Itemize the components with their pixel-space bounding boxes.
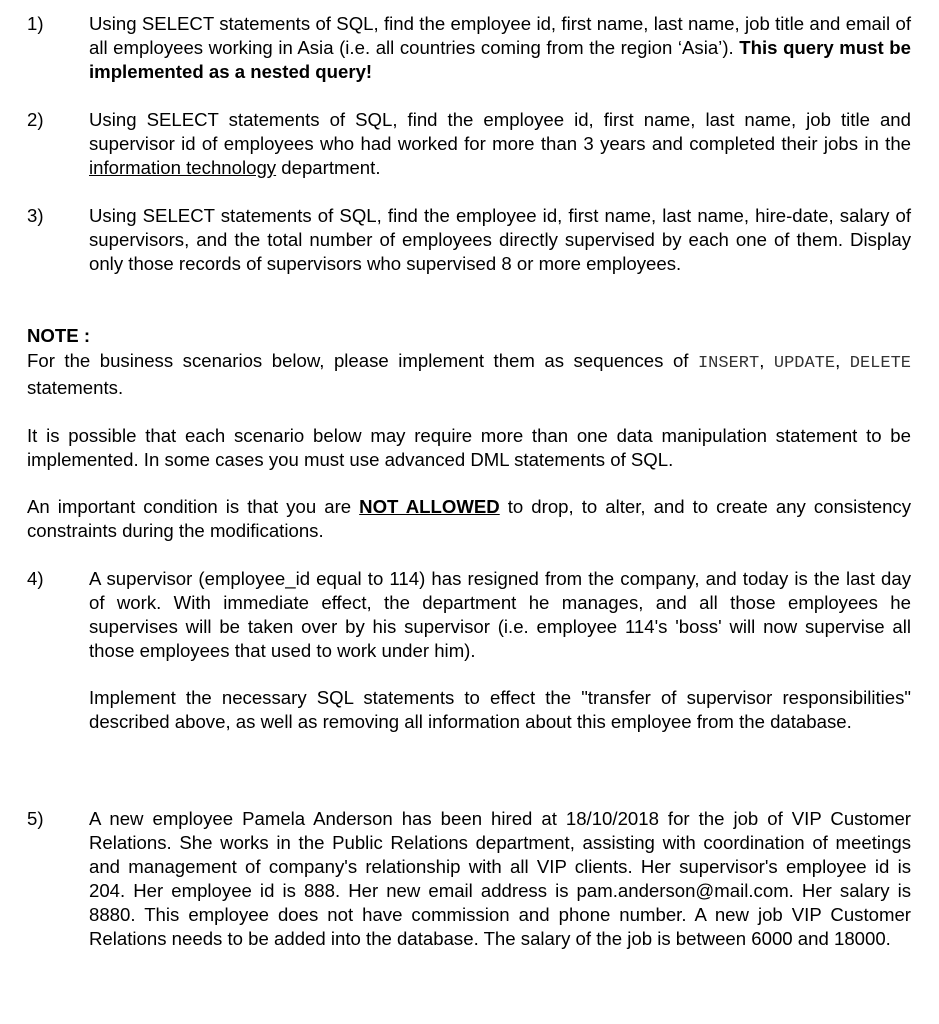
separator: , bbox=[835, 350, 841, 371]
not-allowed-emphasis: NOT ALLOWED bbox=[359, 496, 500, 517]
question-text bbox=[89, 108, 911, 180]
question-body: Using SELECT statements of SQL, find the employee id, first name, last name, job title and supervisor id of employees who had worked for more than 3 years and completed their jobs in the bbox=[89, 109, 911, 154]
question-number: 2) bbox=[27, 109, 44, 130]
scenario-paragraph-2: Implement the necessary SQL statements to effect the "transfer of supervisor responsibilities" described above, as well as removing all information about this employee from the database. bbox=[89, 687, 911, 732]
note-paragraph-1 bbox=[27, 349, 911, 400]
scenario-number: 4) bbox=[27, 568, 44, 589]
code-insert: INSERT bbox=[697, 354, 760, 373]
note-text: to drop, to alter, and to create any consistency constraints during the modifications. bbox=[27, 496, 911, 541]
department-underlined: information technology bbox=[89, 157, 277, 178]
question-body: Using SELECT statements of SQL, find the employee id, first name, last name, job title and email of all employees working in Asia (i.e. all countries coming from the region ‘Asia’). bbox=[89, 13, 911, 58]
question-text: Using SELECT statements of SQL, find the employee id, first name, last name, hire-date, salary of supervisors, and the total number of employees directly supervised by each one of them. Display only those records of supervisors who supervised 8 or more employees. bbox=[89, 205, 911, 274]
note-paragraph-3 bbox=[27, 495, 911, 543]
scenario-paragraph-1: A supervisor (employee_id equal to 114) has resigned from the company, and today is the last day of work. With immediate effect, the department he manages, and all those employees he supervises will be taken over by his supervisor (i.e. employee 114's 'boss' will now supervise all those employees that used to work under him). bbox=[89, 568, 911, 661]
question-body-end: department. bbox=[276, 157, 381, 178]
question-number: 1) bbox=[27, 13, 44, 34]
note-text: For the business scenarios below, please implement them as sequences of bbox=[27, 350, 698, 371]
note-text: An important condition is that you are bbox=[27, 496, 360, 517]
question-text bbox=[89, 12, 911, 84]
question-number: 3) bbox=[27, 205, 44, 226]
scenario-paragraph-1: A new employee Pamela Anderson has been hired at 18/10/2018 for the job of VIP Customer Relations. She works in the Public Relations department, assisting with coordination of meetings and management of company's relationship with all VIP clients. Her supervisor's employee id is 204. Her employee id is 888. Her new email address is pam.anderson@mail.com. Her salary is 8880. This employee does not have commission and phone number. A new job VIP Customer Relations needs to be added into the database. The salary of the job is between 6000 and 18000. bbox=[89, 808, 911, 949]
note-text: statements. bbox=[27, 377, 124, 398]
note-heading: NOTE : bbox=[27, 325, 91, 346]
code-update: UPDATE bbox=[773, 354, 836, 373]
scenario-number: 5) bbox=[27, 808, 44, 829]
code-delete: DELETE bbox=[849, 354, 911, 373]
nested-query-requirement: This query must be implemented as a nested query! bbox=[89, 37, 911, 82]
note-paragraph-2: It is possible that each scenario below may require more than one data manipulation statement to be implemented. In some cases you must use advanced DML statements of SQL. bbox=[27, 425, 911, 470]
separator: , bbox=[759, 350, 774, 371]
